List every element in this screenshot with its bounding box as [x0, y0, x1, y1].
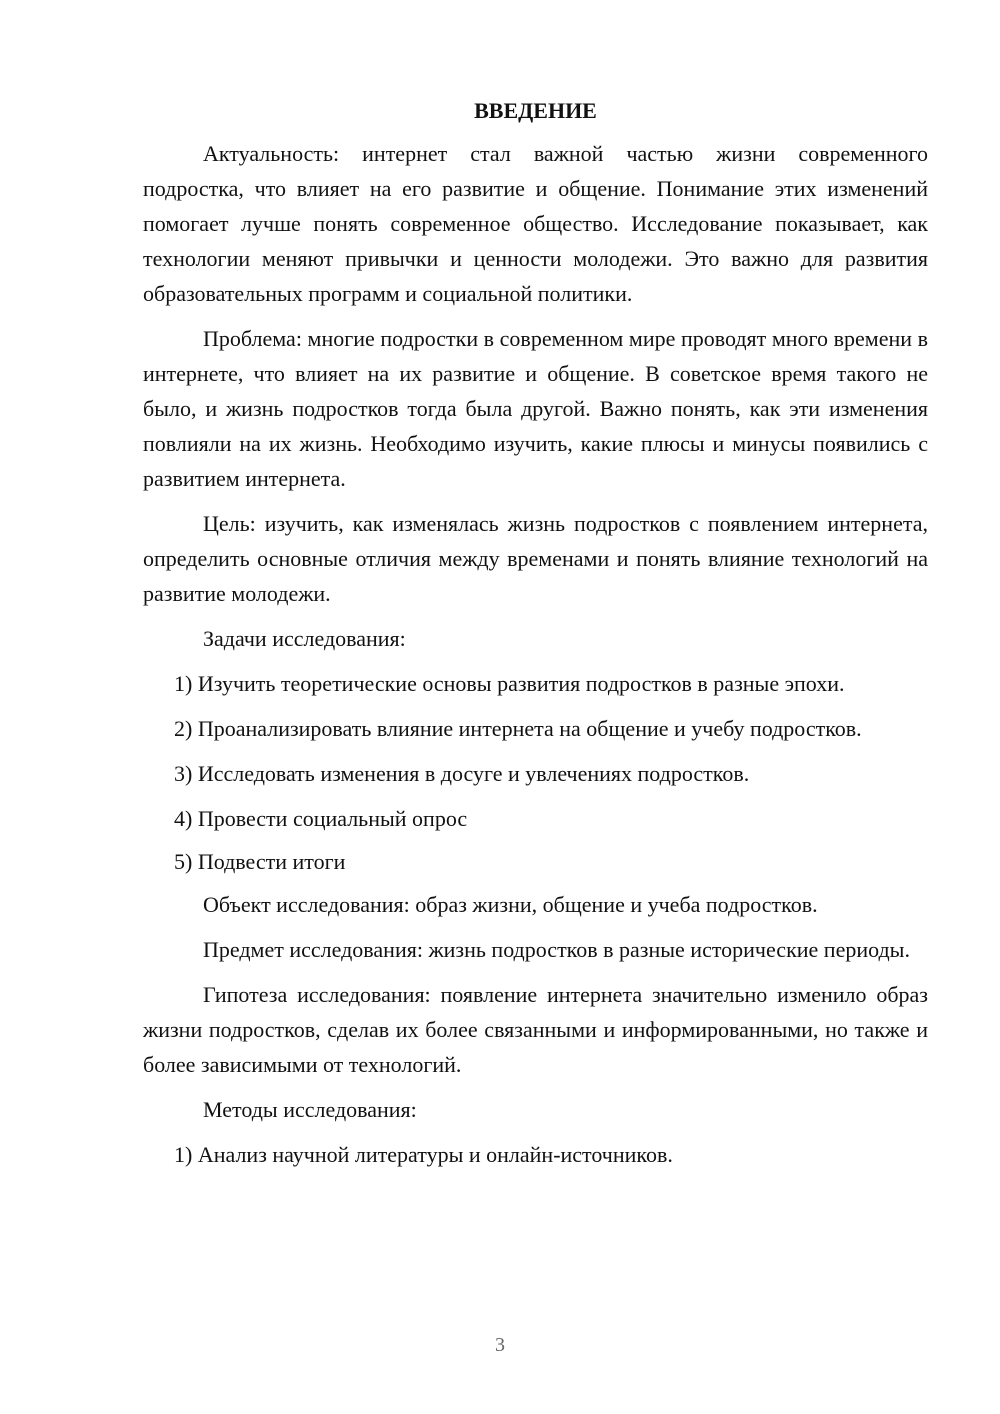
tasks-heading: Задачи исследования:: [203, 626, 406, 651]
task-item: 1) Изучить теоретические основы развития подростков в разные эпохи.: [174, 671, 845, 696]
task-item: 4) Провести социальный опрос: [174, 806, 468, 831]
task-item: 2) Проанализировать влияние интернета на общение и учебу подростков.: [174, 716, 862, 741]
goal-paragraph: Цель: изучить, как изменялась жизнь подростков с появлением интернета, определить основные отличия между временами и понять влияние технологий на развитие молодежи.: [143, 511, 928, 606]
methods-heading: Методы исследования:: [203, 1097, 417, 1122]
problem-paragraph: Проблема: многие подростки в современном мире проводят много времени в интернете, что влияет на их развитие и общение. В советское время такого не было, и жизнь подростков тогда была другой. Важно понять, как эти изменения повлияли на их жизнь. Необходимо изучить, какие плюсы и минусы появились с развитием интернета.: [143, 326, 928, 491]
subject-paragraph: Предмет исследования: жизнь подростков в разные исторические периоды.: [203, 937, 910, 962]
task-item: 3) Исследовать изменения в досуге и увлечениях подростков.: [174, 761, 750, 786]
hypothesis-paragraph: Гипотеза исследования: появление интернета значительно изменило образ жизни подростков, сделав их более связанными и информированными, но также и более зависимыми от технологий.: [143, 982, 928, 1077]
section-title: ВВЕДЕНИЕ: [474, 98, 597, 123]
method-item: 1) Анализ научной литературы и онлайн-источников.: [174, 1142, 673, 1167]
relevance-paragraph: Актуальность: интернет стал важной частью жизни современного подростка, что влияет на его развитие и общение. Понимание этих изменений помогает лучше понять современное общество. Исследование показывает, как технологии меняют привычки и ценности молодежи. Это важно для развития образовательных программ и социальной политики.: [143, 141, 928, 306]
page-number: 3: [495, 1334, 505, 1356]
task-item: 5) Подвести итоги: [174, 849, 346, 874]
object-paragraph: Объект исследования: образ жизни, общение и учеба подростков.: [203, 892, 818, 917]
